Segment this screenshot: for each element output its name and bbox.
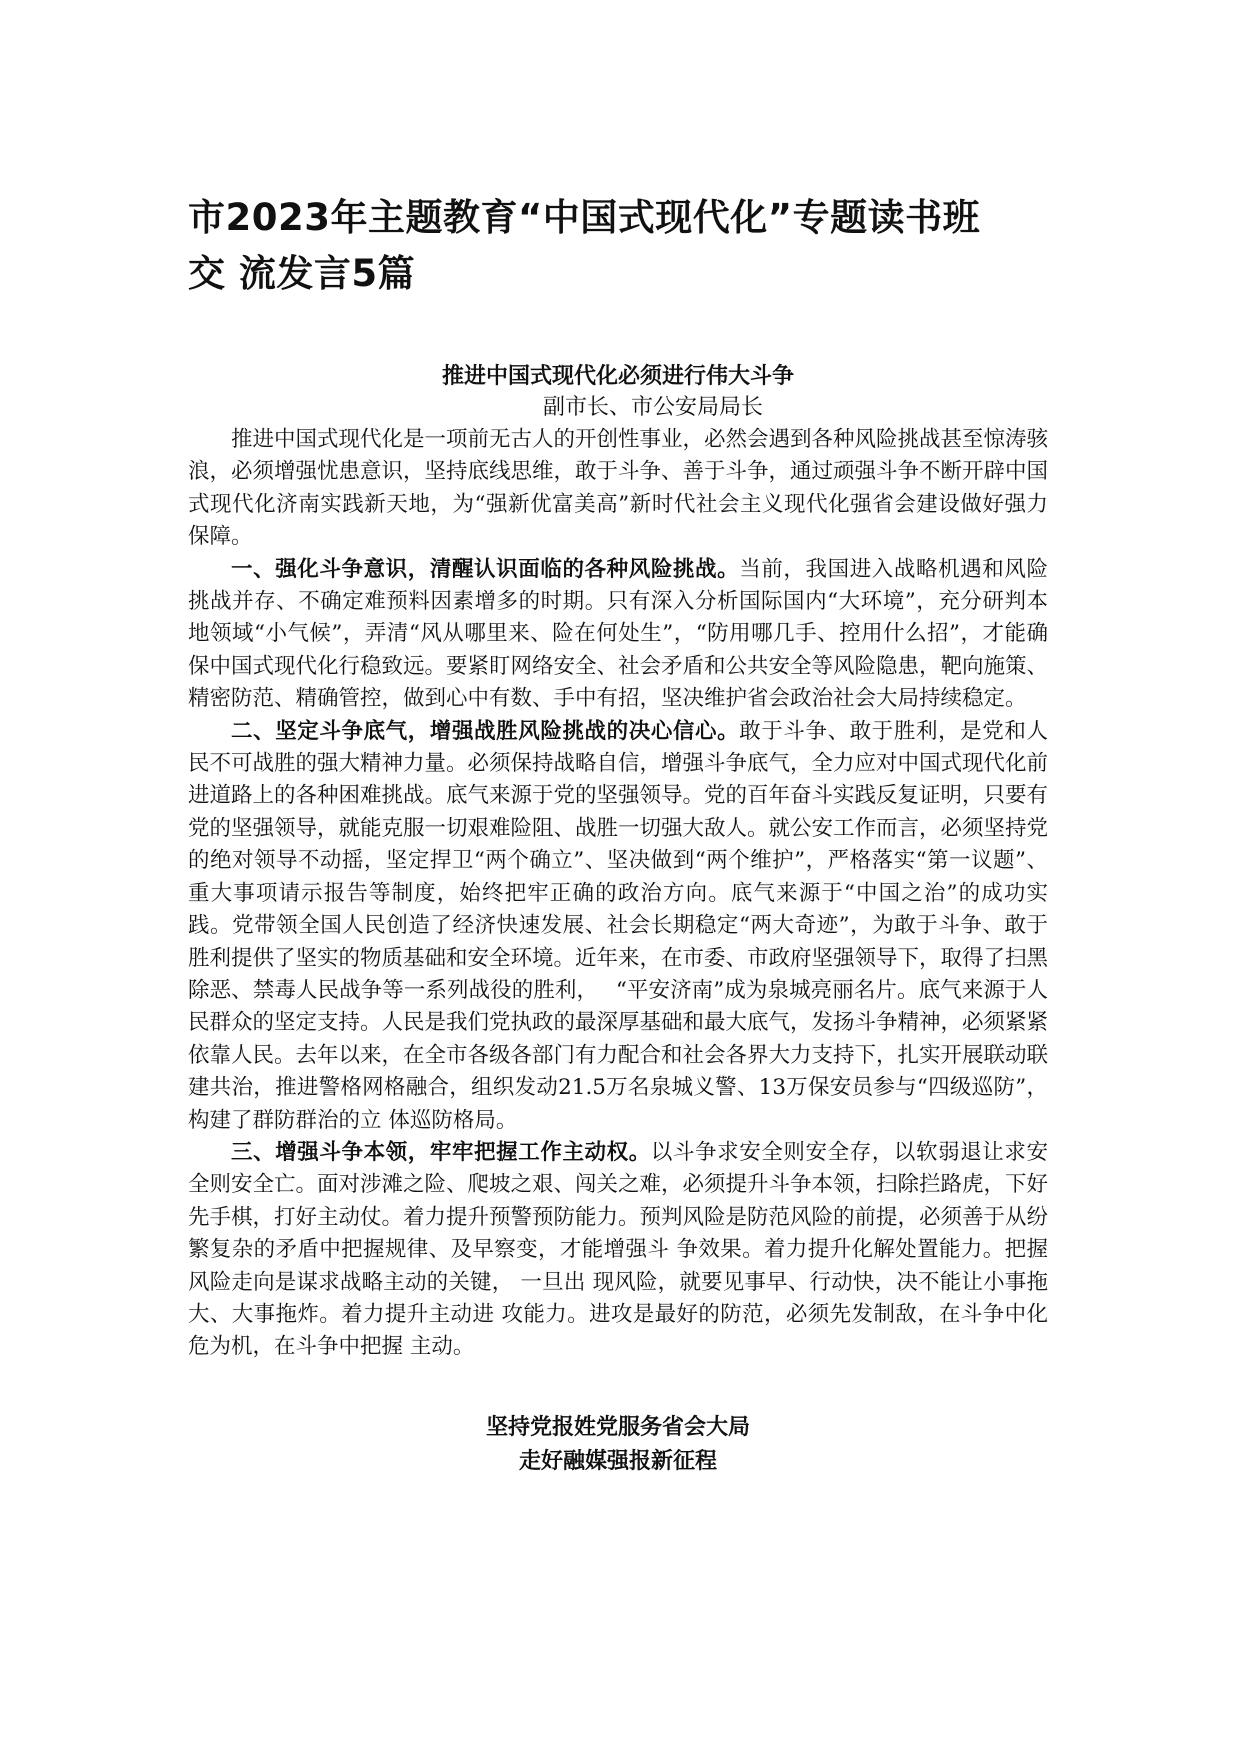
section-2-heading bbox=[188, 1410, 1048, 1478]
section-2-heading-line-1: 坚持党报姓党服务省会大局 bbox=[485, 1413, 750, 1440]
point-2-lead: 二、坚定斗争底气，增强战胜风险挑战的决心信心。 bbox=[231, 718, 740, 744]
point-2-body: 敢于斗争、敢于胜利，是党和人民不可战胜的强大精神力量。必须保持战略自信，增强斗争底气，全力应对中国式现代化前进道路上的各种困难挑战。底气来源于党的坚强领导。党的百年奋斗实践反复证明，只要有党的坚强领导，就能克服一切艰难险阻、战胜一切强大敌人。就公安工作而言，必须坚持党的绝对领导不动摇，坚定捍卫“两个确立”、坚决做到“两个维护”，严格落实“第一议题”、重大事项请示报告等制度，始终把牢正确的政治方向。底气来源于“中国之治”的成功实践。党带领全国人民创造了经济快速发展、社会长期稳定“两大奇迹”，为敢于斗争、敢于胜利提供了坚实的物质基础和安全环境。近年来，在市委、市政府坚强领导下，取得了扫黑除恶、禁毒人民战争等一系列战役的胜利， “平安济南”成为泉城亮丽名片。底气来源于人民群众的坚定支持。人民是我们党执政的最深厚基础和最大底气，发扬斗争精神，必须紧紧依靠人民。去年以来，在全市各级各部门有力配合和社会各界大力支持下，扎实开展联动联建共治，推进警格网格融合，组织发动21.5万名泉城义警、13万保安员参与“四级巡防”，构建了群防群治的立 体巡防格局。 bbox=[188, 718, 1049, 1133]
point-3-lead: 三、增强斗争本领，牢牢把握工作主动权。 bbox=[231, 1139, 651, 1165]
section-1-point-2-paragraph bbox=[188, 716, 1048, 1137]
point-1-lead: 一、强化斗争意识，清醒认识面临的各种风险挑战。 bbox=[231, 556, 740, 582]
section-1-intro-paragraph: 推进中国式现代化是一项前无古人的开创性事业，必然会遇到各种风险挑战甚至惊涛骇浪，必须增强忧患意识，坚持底线思维，敢于斗争、善于斗争，通过顽强斗争不断开辟中国式现代化济南实践新天地，为“强新优富美高”新时代社会主义现代化强省会建设做好强力保障。 bbox=[188, 427, 1049, 550]
section-1-point-3-paragraph bbox=[188, 1137, 1048, 1364]
document-title bbox=[188, 190, 1048, 302]
document-title-line-1: 市2023年主题教育“中国式现代化”专题读书班 bbox=[188, 196, 981, 239]
point-3-body: 以斗争求安全则安全存，以软弱退让求安全则安全亡。面对涉滩之险、爬坡之艰、闯关之难，必须提升斗争本领，扫除拦路虎，下好先手棋，打好主动仗。着力提升预警预防能力。预判风险是防范风险的前提，必须善于从纷繁复杂的矛盾中把握规律、及早察变，才能增强斗 争效果。着力提升化解处置能力。把握风险走向是谋求战略主动的关键， 一旦出 现风险，就要见事早、行动快，决不能让小事拖大、大事拖炸。着力提升主动进 攻能力。进攻是最好的防范，必须先发制敌，在斗争中化危为机，在斗争中把握 主动。 bbox=[188, 1139, 1049, 1360]
section-1-point-1-paragraph bbox=[188, 554, 1048, 716]
document-title-line-2: 交 流发言5篇 bbox=[188, 252, 416, 295]
point-1-body: 当前，我国进入战略机遇和风险挑战并存、不确定难预料因素增多的时期。只有深入分析国际国内“大环境”，充分研判本地领域“小气候”，弄清“风从哪里来、险在何处生”，“防用哪几手、控用什么招”，才能确保中国式现代化行稳致远。要紧盯网络安全、社会矛盾和公共安全等风险隐患，靶向施策、精密防范、精确管控，做到心中有数、手中有招，坚决维护省会政治社会大局持续稳定。 bbox=[188, 556, 1049, 712]
section-2-heading-line-2: 走好融媒强报新征程 bbox=[518, 1447, 717, 1474]
document-page bbox=[188, 190, 1048, 1478]
section-1-author: 副市长、市公安局局长 bbox=[542, 395, 763, 420]
section-1-heading: 推进中国式现代化必须进行伟大斗争 bbox=[441, 363, 794, 389]
